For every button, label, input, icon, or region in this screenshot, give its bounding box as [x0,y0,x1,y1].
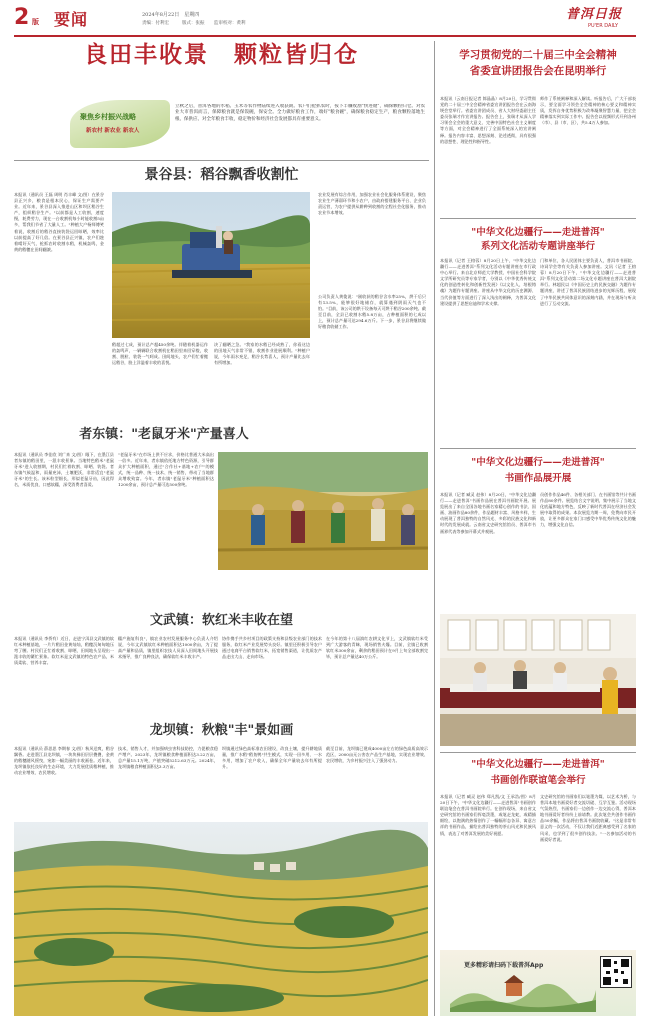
section-zhedong-title: 者东镇："老鼠牙米"产量喜人 [79,427,249,442]
app-banner[interactable] [440,950,636,1016]
jinggu-harvest-photo [112,192,310,338]
qr-code-icon [600,956,632,988]
intro-rule [14,160,429,161]
a1-col2: 师作了系统阐释和深入解读。听报告后，广大干部表示，要全面学习领会全会精神的核心要义和精神实质，发挥自身优势积极为改革凝聚智慧力量，把全会精神落实到实际工作中。报告会以视频形式开到各州（市）、县（市、区），共5.4万人参加。 [540,96,636,126]
zhedong-col2: "老鼠牙米"在市场上供不应求，价格比普通大米高出一倍多。近年来，者东镇依托地方特色资源，引导群众扩大种植面积，通过"合作社+基地+农户"的模式，统一品种、统一技术、统一销售，带动了当地群众增收致富。今年，者东镇"老鼠牙米"种植面积达1200余亩，预计总产量可达500余吨。 [118,452,214,488]
app-illustration-svg [450,974,596,1012]
longba-col1: 本报讯（通讯员 薛思思 李期春 文/图）秋风送爽，稻谷飘香。走进墨江县龙坝镇，一块块梯田层层叠叠，金黄的稻穗随风摇曳，宛如一幅美丽的丰收画卷。近年来，龙坝镇依托良好的生态环境，大力发展优质稻种植，推动农业增效、农民增收。 [14,746,114,776]
exhibition-photo [440,614,636,746]
page-number: 2 [14,5,30,30]
left-headline: 良田丰收景 颗粒皆归仓 [84,41,359,68]
a2-col2: 门和单位，各人民团体主要负责人，普洱市书画院、诗词学会等有关负责人参加讲座。文讯（记者 王榕蓉）8月20日下午，"中华文化边疆行——走进普洱"系列文化活动第二场文化专题讲座在普洱大剧院举行。林超民以《中国历史上的民族交融》为题作专题讲座，讲述了普洱民族团结进步的光辉历程，展现了中华民族共同体意识的深刻内涵，并在现场与听众进行了互动交流。 [540,258,636,306]
a2-headline-2: 系列文化活动专题讲座举行 [480,241,595,252]
section-wenwu-title: 文武镇：软红米丰收在望 [149,613,293,628]
designer-credit: 版式：张振 [182,21,205,26]
page-suffix: 版 [32,18,39,26]
a4-col2: 文史研究馆的书画家们以笔墨为媒、以艺术为桥，与普洱本地书画爱好者交流切磋、互学互鉴。活动现场气氛热烈，书画家们一边创作一边交流心得，普洱本地书画爱好者纷纷上前请教。此次笔会共创作书画作品50余幅，作品将由普洱书画院收藏。"这是非常有意义的一次活动，不仅让我们近距离感受到了名家的风采，也学到了很多创作技法。"一名参加活动的书画爱好者说。 [540,794,636,842]
editor-credit: 责编：付利宏 [142,21,169,26]
a3-headline-2: 书画作品展开展 [504,473,572,484]
zhedong-farmers-photo [218,452,428,570]
zhedong-photo-svg [218,452,428,570]
section-longba-title: 龙坝镇：秋粮"丰"景如画 [149,723,294,738]
longba-col2: 技术，销售人才，并加强病虫害科技防控，力促粮食稳产增产。2023年，龙坝镇粮食种植面积达3.22万亩，总产量15.1万吨，产值突破5212.63万元。2024年，龙坝镇粮食种植面积达3.3万亩。 [118,746,218,770]
paper-logo: 普洱日报 [566,7,623,22]
a1-col1: 本报讯（云南日报记者 郎晶晶）8月20日，学习贯彻党的二十届三中全会精神省委宣讲团报告会在云南海埂会堂举行。省委宣讲团成员、省人大财经委副主任委员张瑞才作宣讲报告。报告会上，张瑞才从深入学习领会全会的重大意义、完善中国特色社会主义制度等方面，对全会精神进行了全面系统深入的宣讲阐释。报告内容丰富、思想深刻、论述透彻，具有很强的思想性、理论性和指导性。 [440,96,536,144]
qr-code-svg [601,957,631,987]
left-intro: 立秋之后，普洱各地的水稻、玉米等农作物陆续进入收获期。农户们抢抓农时，按下丰镰收割"快进键"，确保颗粒归仓。对农业大市普洱而言，保障粮食就是保饭碗，保安全。全力做好粮食工作，端好"粮食碗"，确保粮食稳定生产，粮食颗粒落地生根、保供应、对全年粮食丰收，稳定物价和经济社会发展都具有重要意义。 [175,104,425,122]
a2-headline-1: "中华文化边疆行——走进普洱" [471,227,605,238]
wenwu-col3: 协作携手共乡村项目的政策支持和县级农业部门的技术服务，软红米产业发展势头良好。镇里还积极引导农户通过电商平台销售软红米，拓宽销售渠道，让优质农产品走出大山、走向市场。 [222,636,322,660]
app-banner-illustration [450,974,596,1012]
jinggu-col4: 决了翻晒之急。"我家的水稻已经成熟了，你看这边的田地天气非常不错，收割作业进展顺利。"种植户说，今年雨水充足，稻谷长势喜人，预计产量比去年有所增加。 [214,342,310,366]
a4-headline-2: 书画创作联谊笔会举行 [490,775,586,786]
a4-headline-1: "中华文化边疆行——走进普洱" [471,759,605,770]
longba-terrace-photo [14,822,428,1016]
column-divider [434,41,435,1016]
a1-rule [440,218,636,219]
a3-rule [440,752,636,753]
a1-headline-1: 学习贯彻党的二十届三中全会精神 [459,49,617,61]
section-jinggu-title: 景谷县：稻谷飘香收割忙 [144,167,299,183]
a3-headline-1: "中华文化边疆行——走进普洱" [471,457,605,468]
a3-col1: 本报讯（记者 臧灵 赵伟）8月20日，"中华文化边疆行——走进普洱"书画作品展在普洱书画院开展。展览展出了来自全国各地书画名家精心创作的书法、国画、油画作品80余件，作品题材丰富、风格多样，生动展现了普洱独特的自然风光、多彩的民族文化和新时代的发展成就。云南省文史研究馆馆员、普洱市书画界代表等参加开幕式并观展。 [440,492,536,534]
jinggu-col5: 农业发展有综合作用，加强农业社会化服务体系建设，聚焦农业生产薄弱环节和小农户，由政府搭建服务平台、企业负责运营，为农户提供从耕种到收割的全程社会化服务，推动农业节本增效。 [318,192,426,216]
jinggu-col6: 公司负责人黄俊说："刚收获的稻谷含水率25%，烘干后只有13.5%，能够很好地储存，就算遇到阴雨天气也不怕。"目前，该公司的烘干设备每天可烘干稻谷200余吨。截至目前，全县已收割水稻5.8万亩，占种植面积的七成以上，预计总产量可达294.6万斤。下一步，景谷县将继续做好粮食收储工作。 [318,294,426,330]
longba-photo-svg [14,822,428,1016]
rural-badge [70,100,170,148]
longba-col4: 截至目前，龙坝镇已建成4000亩左右的绿色高质高效示范区，2000亩无公害农产品生产基地，实现农业增效、农民增收，为乡村振兴注入了强劲动力。 [326,746,428,764]
exhibition-photo-svg [440,614,636,746]
masthead [14,5,636,32]
app-banner-text: 更多精彩请扫码下载普洱App [464,962,544,969]
issue-date: 2024年8月22日 星期四 [142,12,200,18]
a2-rule [440,448,636,449]
a2-col1: 本报讯（记者 王榕蓉）8月20日上午，"中华文化边疆行——走进普洱"系列文化活动专题讲座在市行政中心举行。来自北京师范大学教授、中国社会科学院文学所研究员等专家学者，分别以《中华优秀传统文化的创造性转化和创新性发展》《以文化人，培根铸魂》为题作专题讲座。讲座从中华文化的历史渊源、当代价值等方面进行了深入浅出的阐释，为普洱文化建设提供了思想启迪和学术支撑。 [440,258,536,306]
longba-col3: 坝镇通过绿色高标准农田建设，改良土壤，提升耕地质量，推广水稻"稻鱼鸭"共生模式，实现一田多用、一水多用，增加了农户收入，确保全年产量较去年有所提升。 [222,746,322,770]
a4-col1: 本报讯（记者 臧灵 赵伟 郑凡凯/文 王承浩/图）8月20日下午，"中华文化边疆行——走进普洱"书画创作联谊笔会在普洱书画院举行。在创作现场，来自省文史研究馆的书画家们挥毫泼墨，或笔走龙蛇，或精描细绘，以饱满的热情创作了一幅幅形态各异、寓意吉祥的书画作品，描绘出普洱独特的茶山风光和民族风情，表达了对普洱发展的美好祝愿。 [440,794,536,836]
a1-headline-2: 省委宣讲团报告会在昆明举行 [469,65,607,77]
section-label: 要闻 [54,10,89,29]
badge-title: 聚焦乡村振兴战略 [80,113,136,121]
proof-credit: 监审校对：黄利 [214,21,246,26]
zhedong-col1: 本报讯（通讯员 李佳欣 刘广来 文/图）眼下，在墨江县者东镇的稻田里，一派丰收景象。当地特色稻米"老鼠牙米"进入收割期，村民们忙着收割、晾晒、装袋。者东镇气候温和，雨量充沛，土壤肥沃，非常适宜"老鼠牙米"的生长。该米粒型细长，形似老鼠牙齿，因此得名，米质优良、口感软糯，深受消费者喜爱。 [14,452,114,488]
jinggu-col1: 本报讯（通讯员 王磊 周明 肖丰峰 文/图）在景谷县正兴乡，粮食是根本民心，保证生产需要产业。近年来，景谷县深入推进山区和坝区稻谷生产，组织稻谷生产。"以前都是人工收割，速度慢，耗费劳力，现在一台收割机每小时能收割5亩多，帮我们节省了大量人工。"种植大户杨师傅笑着说，收割后的稻谷直接装袋运回晾晒，效率比以前提高了好几倍。在景谷县正兴镇，农户们趁着晴好天气，抢抓农时收割水稻，机械轰鸣，金黄的稻穗在田间翻滚。 [14,192,104,252]
jinggu-photo-svg [112,192,310,338]
wenwu-col2: 糯产施复科良"，镇农业农村发展服务中心负责人介绍说，今年文武镇软红米种植面积达1000余亩，为了提高产量和品质，镇里组织农技人员深入田间地头开展技术指导，推广良种良法，确保软红米丰收丰产。 [118,636,218,660]
jinggu-col3: 稻超过七成，预计总产超450余吨。伴随着机器运作的轰鸣声，一辆辆联合收割机在稻田里来回穿梭，收割、脱粒、装袋一气呵成。田间地头，农户们忙着搬运稻谷，脸上洋溢着丰收的喜悦。 [112,342,208,366]
masthead-rule [14,35,636,37]
wenwu-col1: 本报讯（通讯员 李侨有）近日，走进宁洱县文武镇的软红米种植基地，一片片稻田金黄灿灿，稻穗沉甸甸地压弯了腰。村民们正忙着收割、晾晒，田间地头呈现出一派丰收的繁忙景象。软红米是文武镇的特色农产品，米质柔软、营养丰富。 [14,636,114,666]
badge-subtitle: 新农村 新农业 新农人 [86,128,140,134]
wenwu-col4: 在今年的第十八届滇红农耕文化节上，文武镇软红米受到广大游客的青睐，现场销售火爆。目前，全镇已收割软红米300余亩，剩余的稻田预计在9月上旬全部收割完毕，预计总产量达40万公斤。 [326,636,428,660]
paper-english-name: PU'ER DAILY [588,23,619,29]
a3-col2: 员创作作品46件、各相关部门、在书画馆等共计书画作品80余件。展览结合文字说明，集中展示了当地文化底蕴和地方特色，反映了新时代普洱在经济社会发展中取得的成果。本次展览为期一周，免费向市民开放，让更多群众在家门口感受中华优秀传统文化的魅力，增强文化自信。 [540,492,636,528]
